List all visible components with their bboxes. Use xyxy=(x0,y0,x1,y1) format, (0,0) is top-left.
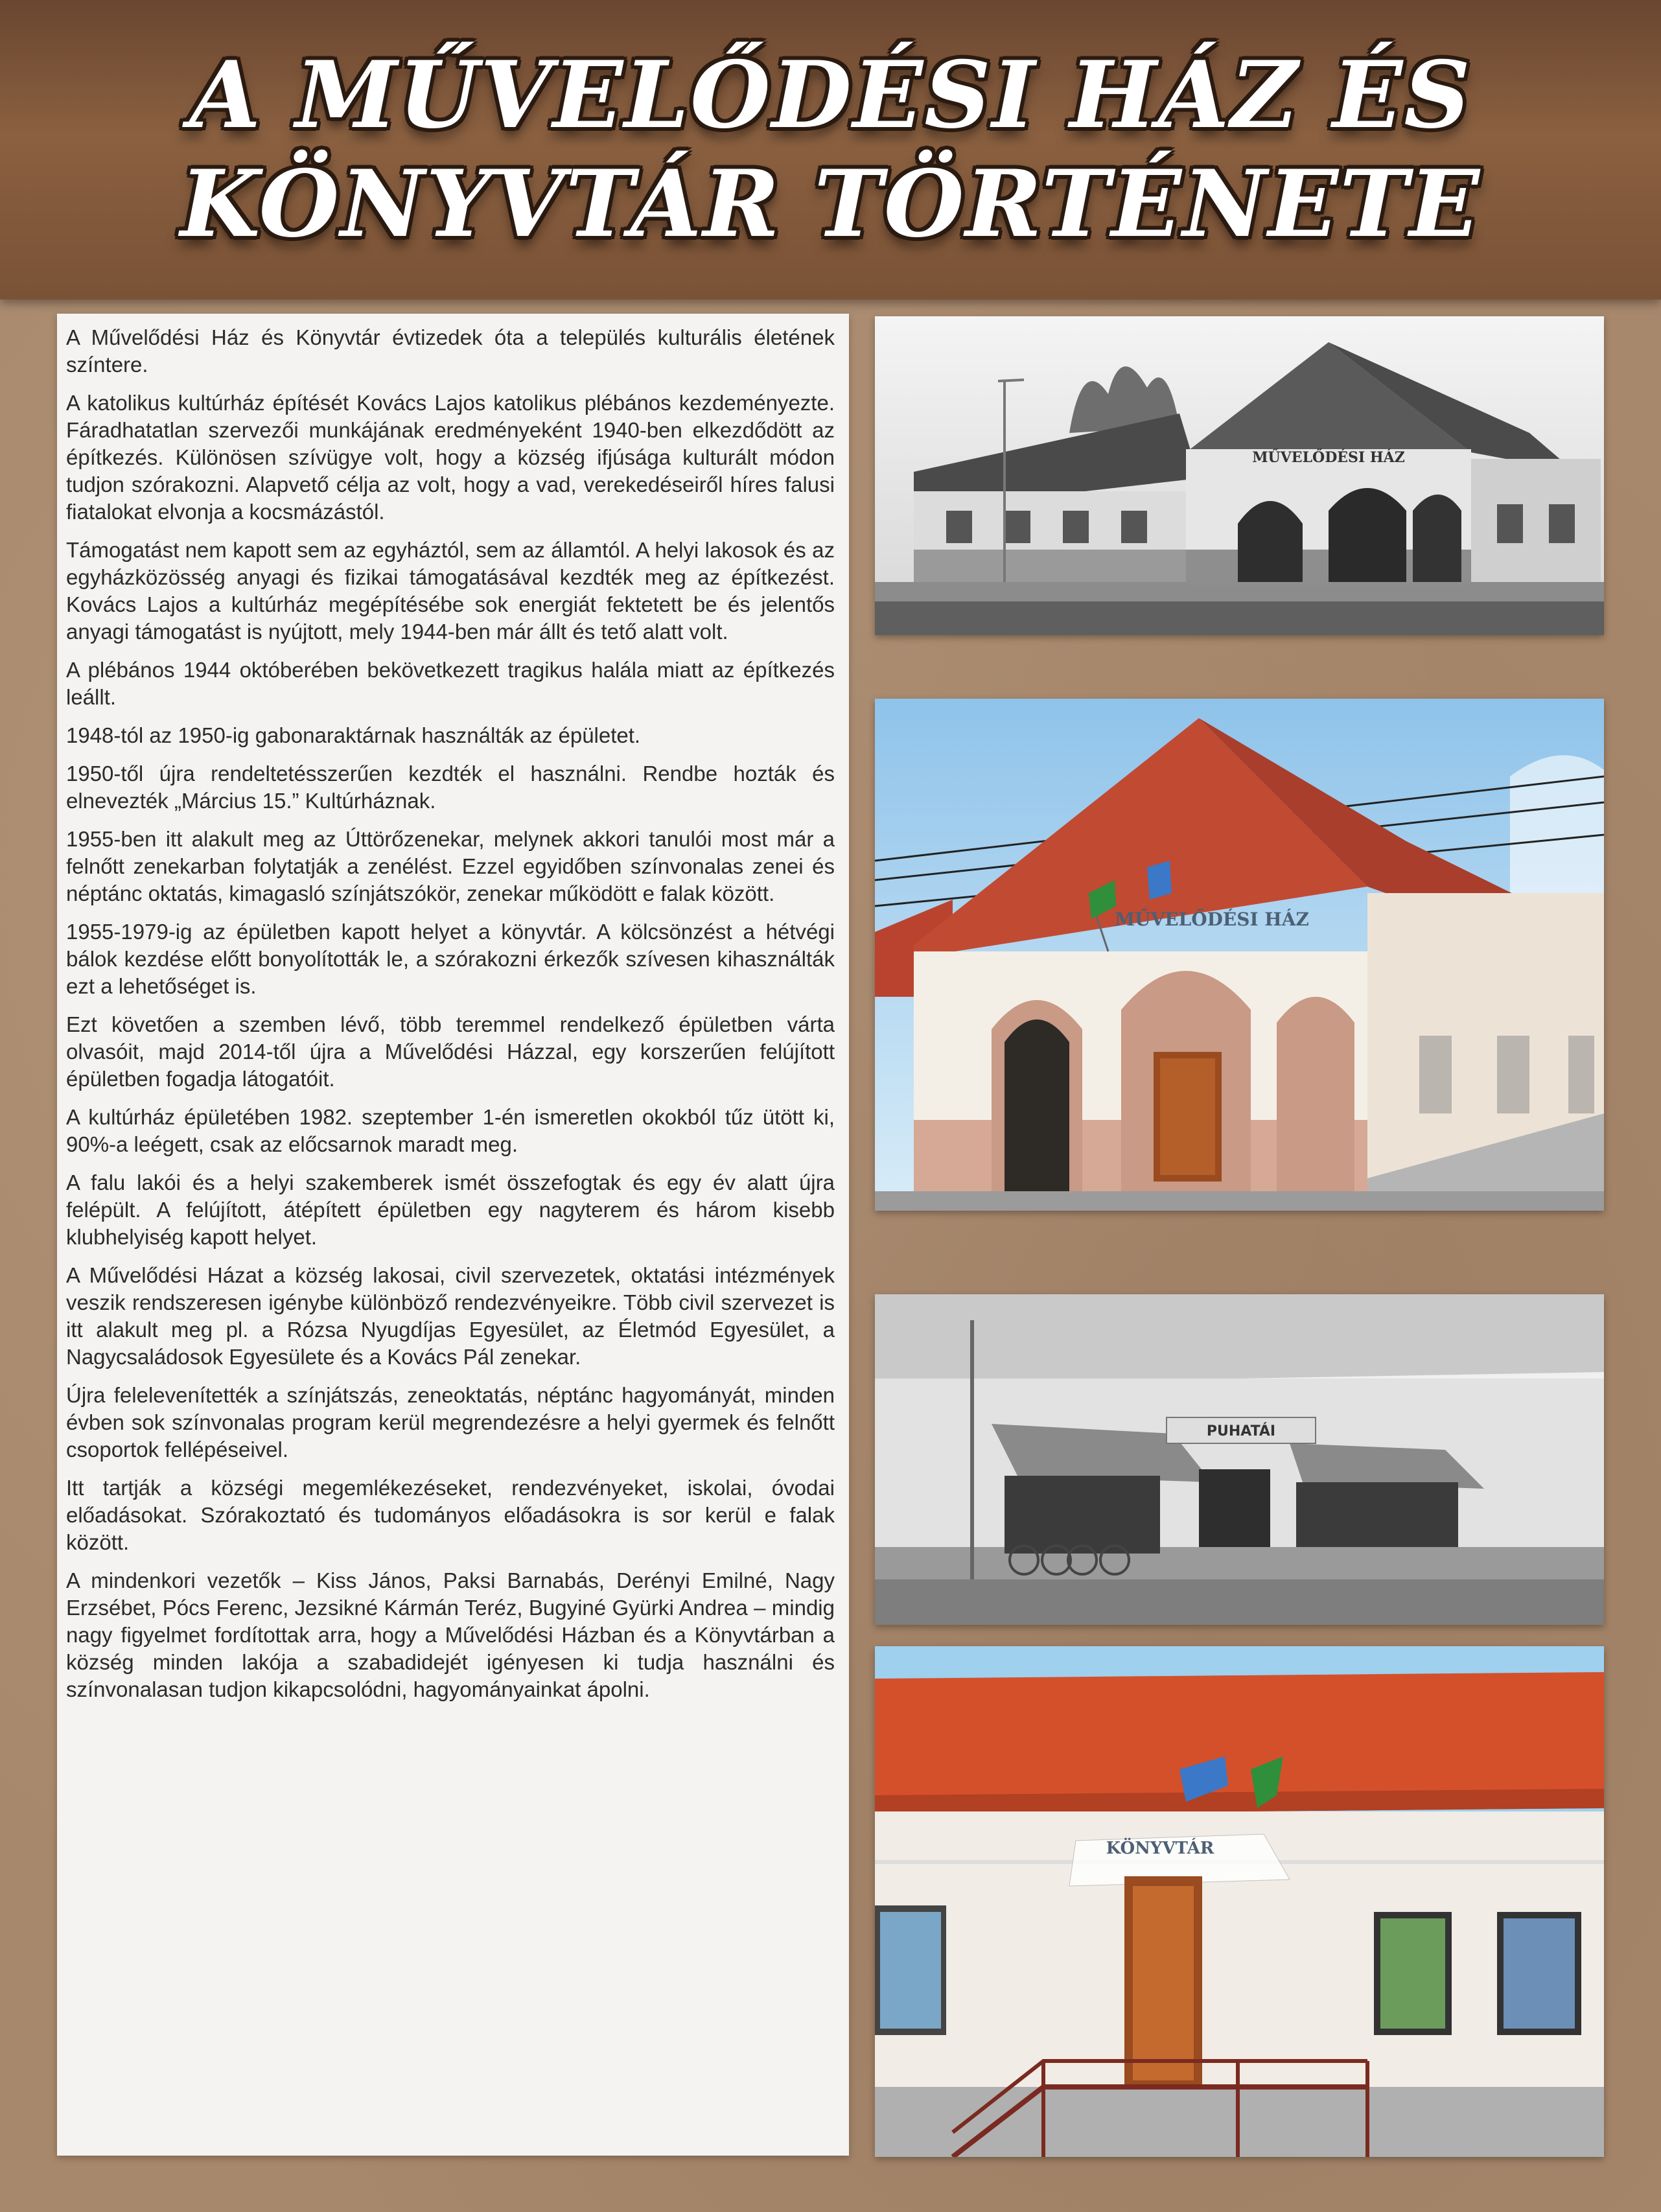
paragraph: 1950-től újra rendeltetésszerűen kezdték el használni. Rendbe hozták és elnevezték „Március 15.” Kultúrháznak. xyxy=(66,762,835,813)
paragraph: A Művelődési Ház és Könyvtár évtizedek óta a település kulturális életének színtere. xyxy=(66,325,835,377)
paragraph: 1955-1979-ig az épületben kapott helyet a könyvtár. A kölcsönzést a hétvégi bálok kezdése előtt bonyolították le, a szórakozni érkezők szívesen kihasználták ezt a lehetőséget is. xyxy=(66,920,835,998)
photo-old-shop-building xyxy=(875,1294,1604,1625)
paragraph: Újra felelevenítették a színjátszás, zeneoktatás, néptánc hagyományát, minden évben sok színvonalas program kerül megrendezésre a helyi gyermek és felnőtt csoportok fellépéseivel. xyxy=(66,1383,835,1461)
photo-renovated-culture-house xyxy=(875,699,1604,1211)
photo-library-building xyxy=(875,1646,1604,2157)
paragraph: A katolikus kultúrház építését Kovács Lajos katolikus plébános kezdeményezte. Fáradhatatlan szervezői munkájának eredményeként 1940-ben elkezdődött az építkezés. Különösen szívügye volt, hogy a község ifjúsága kulturált módon tudjon szórakozni. Alapvető célja az volt, hogy a vad, verekedéseiről híres falusi fiatalokat elvonja a kocsmázástól. xyxy=(66,391,835,524)
header-banner xyxy=(0,0,1661,299)
paragraph: Támogatást nem kapott sem az egyháztól, sem az államtól. A helyi lakosok és az egyházközösség anyagi és fizikai támogatásával kezdték meg az építkezést. Kovács Lajos a kultúrház megépítésébe sok energiát fektetett be és jelentős anyagi támogatást is nyújtott, mely 1944-ben már állt és tető alatt volt. xyxy=(66,538,835,644)
photo3-sign: PUHATÁI xyxy=(1206,1423,1276,1439)
paragraph: A Művelődési Házat a község lakosai, civil szervezetek, oktatási intézmények veszik rendszeresen igénybe különböző rendezvényeikre. Több civil szervezet is itt alakult meg pl. a Rózsa Nyugdíjas Egyesület, az Életmód Egyesület, a Nagycsaládosok Egyesülete és a Kovács Pál zenekar. xyxy=(66,1263,835,1369)
photo1-sign: MŰVELŐDÉSI HÁZ xyxy=(1252,449,1405,466)
photo2-sign: MŰVELŐDÉSI HÁZ xyxy=(1115,909,1309,930)
title-line-2: KÖNYVTÁR TÖRTÉNETE xyxy=(180,150,1481,258)
title-line-1: A MŰVELŐDÉSI HÁZ ÉS xyxy=(189,41,1472,149)
article-text-panel xyxy=(57,314,849,2156)
photo-old-culture-house xyxy=(875,316,1604,635)
paragraph: A falu lakói és a helyi szakemberek ismét összefogtak és egy év alatt újra felépült. A felújított, átépített épületben egy nagyterem és három kisebb klubhelyiség kapott helyet. xyxy=(66,1170,835,1249)
paragraph: A mindenkori vezetők – Kiss János, Paksi Barnabás, Derényi Emilné, Nagy Erzsébet, Pócs Ferenc, Jezsikné Kármán Teréz, Bugyiné Gyürki Andrea – mindig nagy figyelmet fordítottak arra, hogy a Művelődési Házban és a Könyvtárban a község minden lakója a szabadidejét igényesen ki tudja használni és színvonalasan tudjon kikapcsolódni, hagyományainkat ápolni. xyxy=(66,1568,835,1701)
paragraph: Itt tartják a községi megemlékezéseket, rendezvényeket, iskolai, óvodai előadásokat. Szórakoztató és tudományos előadásokra is sor kerül e falak között. xyxy=(66,1476,835,1554)
paragraph: A plébános 1944 októberében bekövetkezett tragikus halála miatt az építkezés leállt. xyxy=(66,658,835,709)
paragraph: Ezt követően a szemben lévő, több teremmel rendelkező épületben várta olvasóit, majd 2014-től újra a Művelődési Házzal, egy korszerűen felújított épületben fogadja látogatóit. xyxy=(66,1012,835,1091)
photo4-sign: KÖNYVTÁR xyxy=(1106,1839,1214,1858)
paragraph: A kultúrház épületében 1982. szeptember 1-én ismeretlen okokból tűz ütött ki, 90%-a leégett, csak az előcsarnok maradt meg. xyxy=(66,1105,835,1156)
page-title xyxy=(180,41,1481,259)
paragraph: 1948-tól az 1950-ig gabonaraktárnak használták az épületet. xyxy=(66,723,641,747)
paragraph: 1955-ben itt alakult meg az Úttörőzenekar, melynek akkori tanulói most már a felnőtt zenekarban folytatják a zenélést. Ezzel egyidőben színvonalas zenei és néptánc oktatás, kimagasló színjátszókör, zenekar működött e falak között. xyxy=(66,827,835,905)
